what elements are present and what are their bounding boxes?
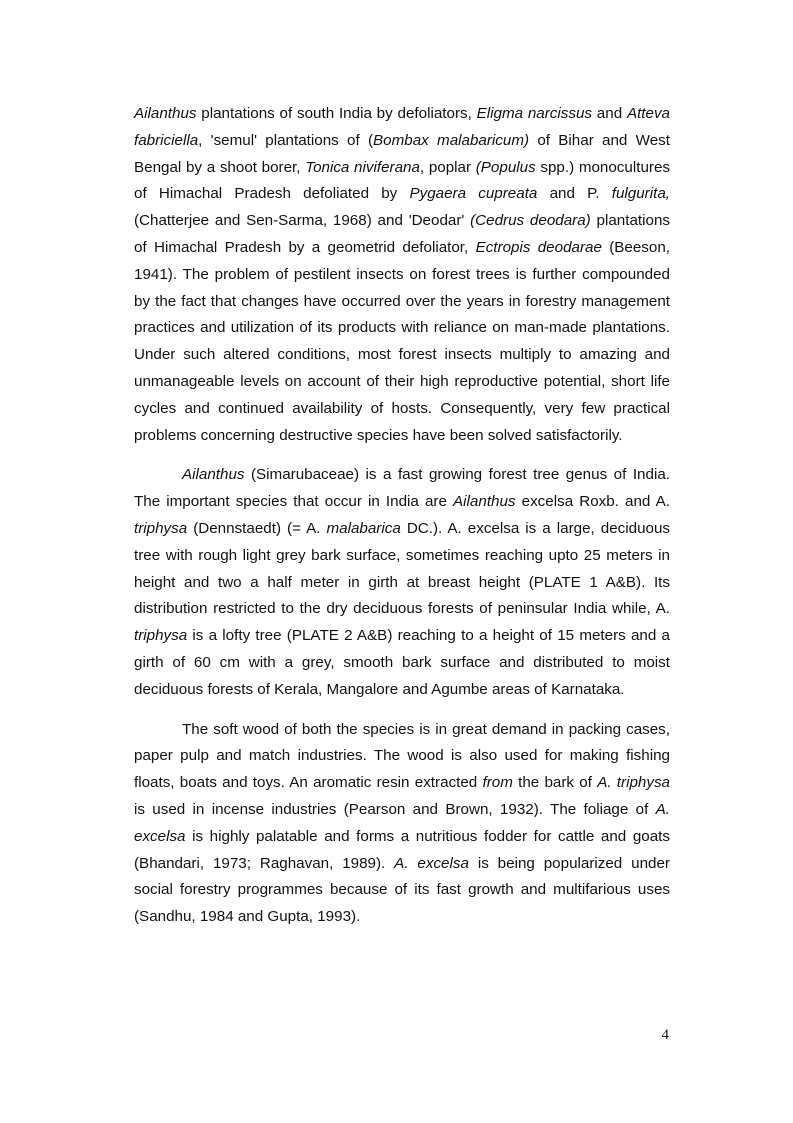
text-run: (Dennstaedt) (= A. <box>187 519 327 537</box>
italic-text: Ailanthus <box>134 105 197 122</box>
text-run: is a lofty tree (PLATE 2 A&B) reaching to a height of 15 meters and a girth of 60 cm with a grey, smooth bark surface and distributed to moist deciduous forests of Kerala, Mangalore and Agumbe areas of Karnataka. <box>134 627 670 698</box>
italic-text: (Populus <box>475 158 536 176</box>
text-run: of Bihar and West Bengal by a shoot borer, <box>134 131 670 176</box>
italic-text: (Cedrus deodara) <box>470 212 591 230</box>
text-run: is being popularized under social forestry programmes because of its fast growth and multifarious uses (Sandhu, 1984 and Gupta, 1993). <box>134 854 670 926</box>
italic-text: malabarica <box>326 519 401 537</box>
paragraph-2 <box>134 462 670 703</box>
italic-text: Bombax malabaricum) <box>373 131 530 149</box>
italic-text: Tonica niviferana <box>305 158 420 176</box>
paragraph-3 <box>134 717 670 931</box>
text-run: (Beeson, 1941). The problem of pestilent insects on forest trees is further compounded by the fact that changes have occurred over the years in forestry management practices and utilization of its products with reliance on man-made plantations. Under such altered conditions, most forest insects multiply to amazing and unmanageable levels on account of their high reproductive potential, short life cycles and continued availability of hosts. Consequently, very few practical problems concerning destructive species have been solved satisfactorily. <box>134 238 671 444</box>
italic-text: from <box>482 774 513 792</box>
text-run: , poplar <box>419 158 476 176</box>
text-run: DC.). A. excelsa is a large, deciduous tree with rough light grey bark surface, sometimes reaching upto 25 meters in height and two a half meter in girth at breast height (PLATE 1 A&B). Its distribution restricted to the dry deciduous forests of peninsular India while, A. <box>134 519 670 618</box>
text-run: is used in incense industries (Pearson and Brown, 1932). The foliage of <box>134 800 656 818</box>
italic-text: fulgurita, <box>611 185 670 203</box>
text-run: (Chatterjee and Sen-Sarma, 1968) and 'Deodar' <box>134 212 471 230</box>
italic-text: triphysa <box>134 519 188 537</box>
italic-text: A. excelsa <box>134 800 670 845</box>
text-run: and P. <box>537 185 612 203</box>
page-number: 4 <box>661 1027 669 1043</box>
text-run: spp.) monocultures of Himachal Pradesh defoliated by <box>134 158 670 203</box>
italic-text: Ailanthus <box>182 466 245 484</box>
text-run: and <box>592 105 627 122</box>
text-run: is highly palatable and forms a nutritious fodder for cattle and goats (Bhandari, 1973; Raghavan, 1989). <box>134 827 670 872</box>
text-run: excelsa Roxb. and A. <box>515 493 670 511</box>
text-run: , 'semul' plantations of ( <box>198 131 374 149</box>
italic-text: triphysa <box>134 627 188 645</box>
text-run: (Simarubaceae) is a fast growing forest tree genus of India. The important species that occur in India are <box>134 466 670 511</box>
text-run: plantations of Himachal Pradesh by a geometrid defoliator, <box>134 212 670 256</box>
italic-text: Ectropis deodarae <box>475 238 602 256</box>
italic-text: Pygaera cupreata <box>409 185 538 203</box>
text-run: plantations of south India by defoliators, <box>196 105 477 122</box>
text-run: the bark of <box>512 774 598 792</box>
text-run: The soft wood of both the species is in great demand in packing cases, paper pulp and match industries. The wood is also used for making fishing floats, boats and toys. An aromatic resin extracted <box>134 720 670 792</box>
italic-text: A. excelsa <box>394 854 469 872</box>
italic-text: A. triphysa <box>597 774 670 792</box>
italic-text: Atteva fabriciella <box>134 105 670 149</box>
italic-text: Ailanthus <box>453 493 516 511</box>
body-text <box>134 101 670 944</box>
paragraph-1 <box>134 101 670 449</box>
italic-text: Eligma narcissus <box>476 105 592 122</box>
